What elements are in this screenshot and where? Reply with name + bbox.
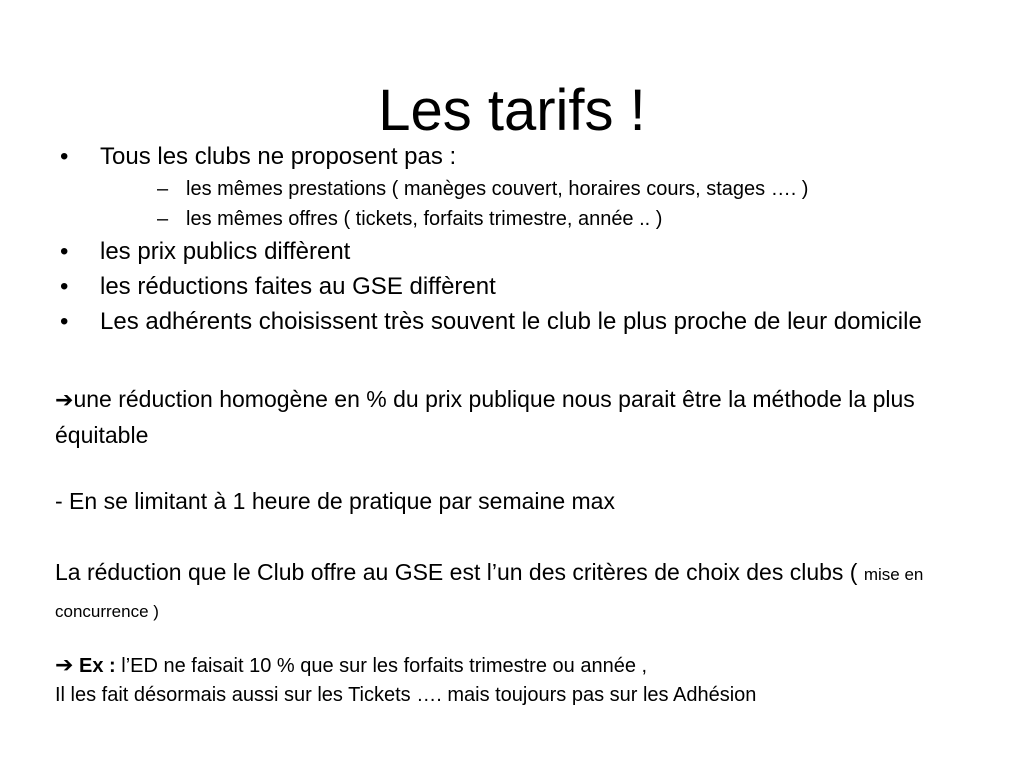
bullet-item (58, 273, 988, 301)
bullet-mark: • (60, 273, 69, 300)
bullet-text: Tous les clubs ne proposent pas : (100, 143, 457, 170)
club-text: La réduction que le Club offre au GSE est l’un des critères de choix des clubs ( (55, 559, 864, 585)
bullet-mark: • (60, 238, 69, 265)
bullet-text: Les adhérents choisissent très souvent le club le plus proche de leur domicile (100, 308, 922, 335)
club-note: mise en concurrence ) (55, 565, 924, 621)
bullet-mark: • (60, 143, 69, 170)
bullet-item (58, 238, 988, 266)
example-label: Ex : (79, 655, 116, 677)
slide-title: Les tarifs ! (378, 77, 646, 143)
example-paragraph (55, 651, 985, 710)
sub-bullet-item (100, 207, 988, 231)
reduction-paragraph (55, 382, 985, 453)
example-line-2: Il les fait désormais aussi sur les Tickets …. mais toujours pas sur les Adhésion (55, 684, 757, 706)
sub-bullet-item (100, 177, 988, 201)
bullet-text: les réductions faites au GSE diffèrent (100, 273, 496, 300)
sub-bullet-mark: – (157, 208, 169, 230)
reduction-text: une réduction homogène en % du prix publique nous parait être la méthode la plus équitable (55, 386, 915, 448)
arrow-right-icon: ➔ (55, 653, 74, 678)
arrow-right-icon: ➔ (55, 388, 74, 413)
bullet-mark: • (60, 308, 69, 335)
limit-paragraph: - En se limitant à 1 heure de pratique par semaine max (55, 488, 615, 514)
bullet-item (58, 143, 988, 231)
bullet-text: les prix publics diffèrent (100, 238, 351, 265)
bullet-item (58, 308, 988, 336)
sub-bullet-mark: – (157, 178, 169, 200)
sub-bullet-text: les mêmes prestations ( manèges couvert, horaires cours, stages …. ) (186, 178, 809, 200)
sub-bullet-text: les mêmes offres ( tickets, forfaits trimestre, année .. ) (186, 208, 663, 230)
example-line-1 (55, 651, 985, 681)
bullet-list (58, 143, 988, 343)
example-text-1: l’ED ne faisait 10 % que sur les forfaits trimestre ou année , (115, 655, 648, 677)
club-paragraph (55, 555, 985, 629)
sub-bullet-list (100, 177, 988, 231)
